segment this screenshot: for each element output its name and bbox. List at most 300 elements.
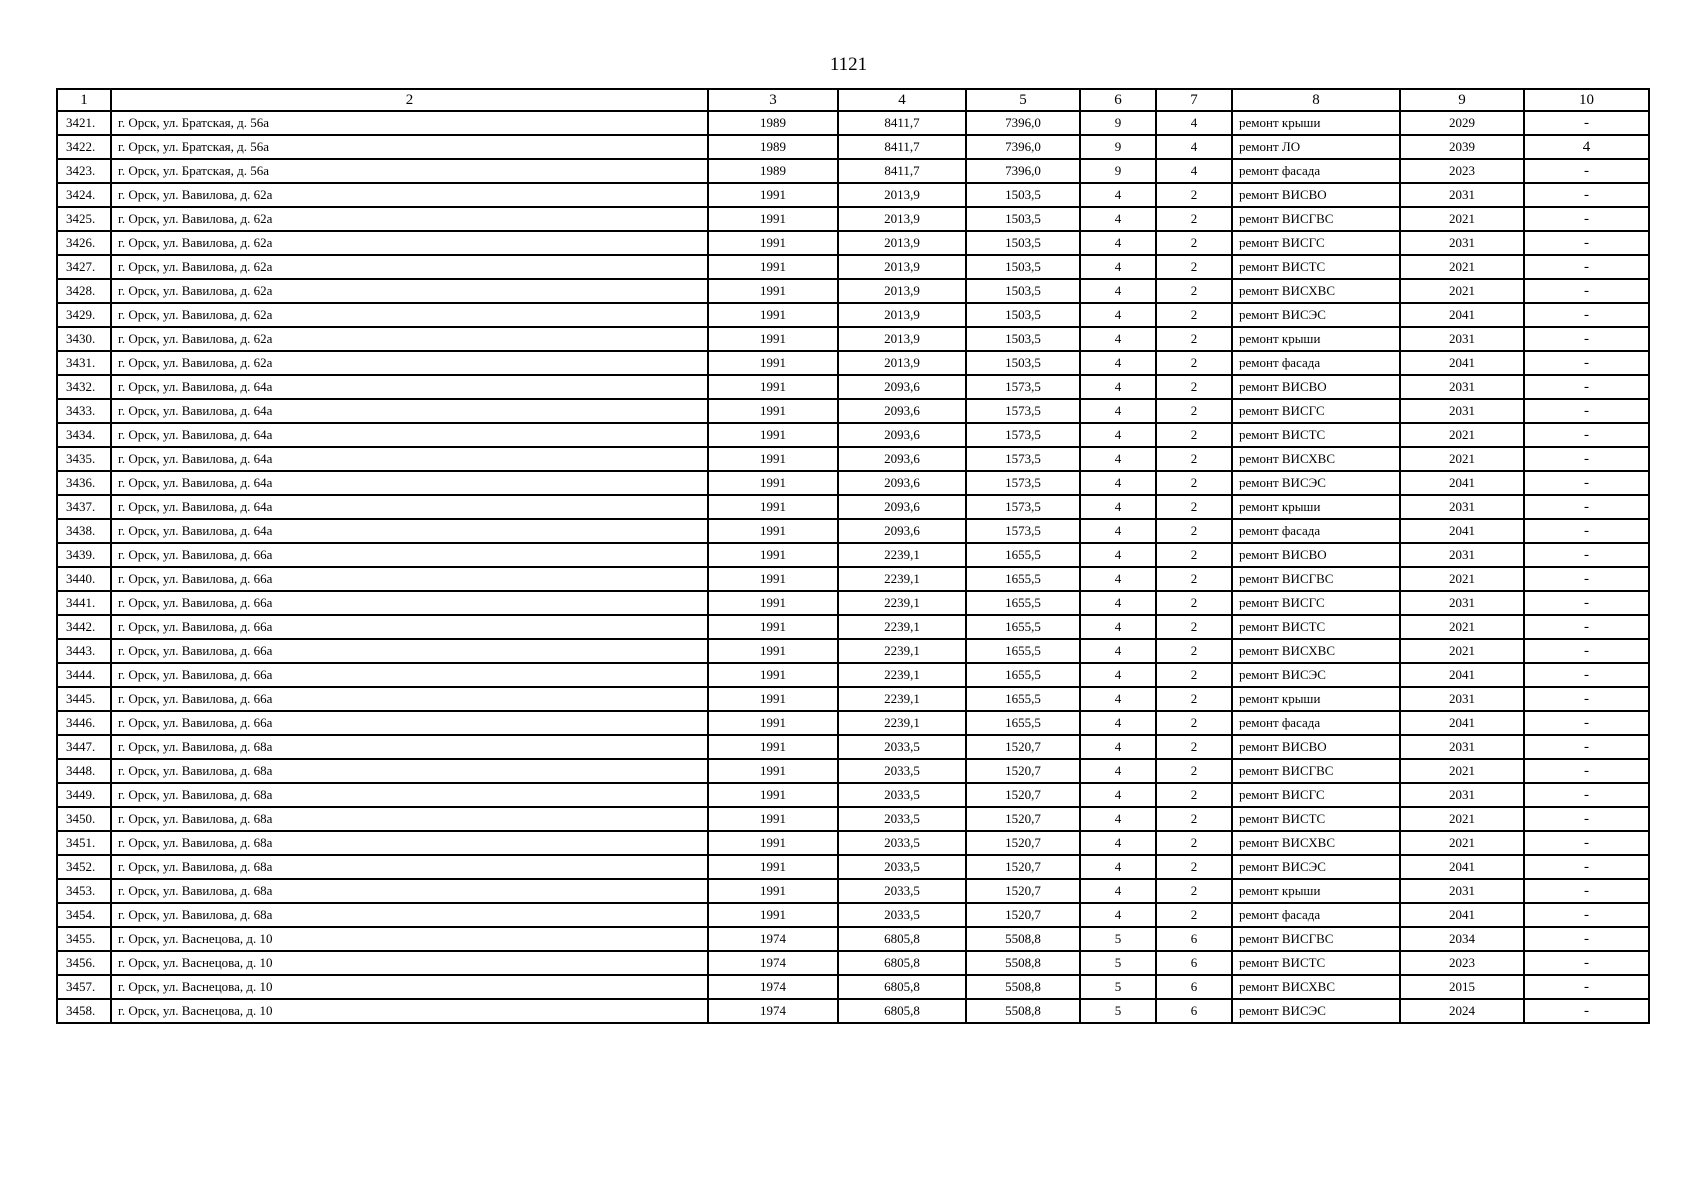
cell-total-area: 2033,5 bbox=[838, 783, 966, 807]
cell-floors: 4 bbox=[1080, 711, 1156, 735]
cell-row-number: 3444. bbox=[57, 663, 111, 687]
cell-planned-year: 2039 bbox=[1400, 135, 1524, 159]
cell-total-area: 2033,5 bbox=[838, 807, 966, 831]
cell-year-built: 1974 bbox=[708, 951, 838, 975]
column-header-3: 3 bbox=[708, 89, 838, 111]
cell-entrances: 2 bbox=[1156, 183, 1232, 207]
cell-total-area: 2239,1 bbox=[838, 567, 966, 591]
cell-year-built: 1991 bbox=[708, 687, 838, 711]
cell-row-number: 3433. bbox=[57, 399, 111, 423]
cell-floors: 5 bbox=[1080, 951, 1156, 975]
cell-entrances: 2 bbox=[1156, 447, 1232, 471]
cell-extra-value: - bbox=[1524, 279, 1649, 303]
cell-living-area: 1520,7 bbox=[966, 759, 1080, 783]
cell-row-number: 3428. bbox=[57, 279, 111, 303]
cell-work-type: ремонт ВИСГС bbox=[1232, 783, 1400, 807]
cell-year-built: 1991 bbox=[708, 567, 838, 591]
table-row bbox=[57, 663, 1649, 687]
cell-year-built: 1991 bbox=[708, 855, 838, 879]
cell-entrances: 6 bbox=[1156, 999, 1232, 1023]
table-row bbox=[57, 591, 1649, 615]
cell-address: г. Орск, ул. Братская, д. 56а bbox=[111, 159, 708, 183]
cell-row-number: 3437. bbox=[57, 495, 111, 519]
cell-living-area: 1503,5 bbox=[966, 183, 1080, 207]
cell-address: г. Орск, ул. Вавилова, д. 66а bbox=[111, 543, 708, 567]
cell-entrances: 2 bbox=[1156, 879, 1232, 903]
cell-planned-year: 2041 bbox=[1400, 663, 1524, 687]
cell-row-number: 3423. bbox=[57, 159, 111, 183]
cell-living-area: 5508,8 bbox=[966, 999, 1080, 1023]
cell-address: г. Орск, ул. Вавилова, д. 62а bbox=[111, 351, 708, 375]
page-number: 1121 bbox=[829, 54, 868, 75]
cell-total-area: 2239,1 bbox=[838, 591, 966, 615]
cell-address: г. Орск, ул. Вавилова, д. 64а bbox=[111, 495, 708, 519]
cell-row-number: 3455. bbox=[57, 927, 111, 951]
cell-extra-value: - bbox=[1524, 423, 1649, 447]
cell-planned-year: 2021 bbox=[1400, 255, 1524, 279]
cell-total-area: 2239,1 bbox=[838, 663, 966, 687]
cell-work-type: ремонт крыши bbox=[1232, 111, 1400, 135]
cell-planned-year: 2041 bbox=[1400, 519, 1524, 543]
cell-work-type: ремонт фасада bbox=[1232, 519, 1400, 543]
cell-row-number: 3450. bbox=[57, 807, 111, 831]
cell-extra-value: - bbox=[1524, 999, 1649, 1023]
column-header-7: 7 bbox=[1156, 89, 1232, 111]
cell-floors: 4 bbox=[1080, 519, 1156, 543]
cell-planned-year: 2041 bbox=[1400, 903, 1524, 927]
cell-entrances: 2 bbox=[1156, 663, 1232, 687]
cell-planned-year: 2021 bbox=[1400, 423, 1524, 447]
cell-row-number: 3438. bbox=[57, 519, 111, 543]
cell-year-built: 1991 bbox=[708, 711, 838, 735]
cell-living-area: 5508,8 bbox=[966, 951, 1080, 975]
cell-floors: 4 bbox=[1080, 591, 1156, 615]
cell-work-type: ремонт ВИСЭС bbox=[1232, 303, 1400, 327]
cell-entrances: 6 bbox=[1156, 975, 1232, 999]
table-row bbox=[57, 735, 1649, 759]
cell-total-area: 2239,1 bbox=[838, 639, 966, 663]
cell-floors: 4 bbox=[1080, 327, 1156, 351]
cell-extra-value: - bbox=[1524, 159, 1649, 183]
cell-planned-year: 2031 bbox=[1400, 783, 1524, 807]
table-row bbox=[57, 999, 1649, 1023]
cell-floors: 9 bbox=[1080, 135, 1156, 159]
cell-year-built: 1991 bbox=[708, 207, 838, 231]
table-row bbox=[57, 831, 1649, 855]
cell-floors: 4 bbox=[1080, 759, 1156, 783]
cell-row-number: 3443. bbox=[57, 639, 111, 663]
cell-total-area: 2239,1 bbox=[838, 711, 966, 735]
cell-extra-value: - bbox=[1524, 807, 1649, 831]
cell-year-built: 1991 bbox=[708, 303, 838, 327]
cell-year-built: 1989 bbox=[708, 135, 838, 159]
cell-address: г. Орск, ул. Васнецова, д. 10 bbox=[111, 927, 708, 951]
cell-living-area: 1655,5 bbox=[966, 687, 1080, 711]
table-row bbox=[57, 567, 1649, 591]
cell-year-built: 1991 bbox=[708, 351, 838, 375]
table-row bbox=[57, 855, 1649, 879]
cell-living-area: 1520,7 bbox=[966, 855, 1080, 879]
cell-total-area: 2033,5 bbox=[838, 855, 966, 879]
cell-work-type: ремонт крыши bbox=[1232, 687, 1400, 711]
cell-planned-year: 2031 bbox=[1400, 399, 1524, 423]
cell-entrances: 2 bbox=[1156, 855, 1232, 879]
cell-row-number: 3436. bbox=[57, 471, 111, 495]
cell-year-built: 1974 bbox=[708, 975, 838, 999]
cell-year-built: 1991 bbox=[708, 327, 838, 351]
cell-floors: 4 bbox=[1080, 615, 1156, 639]
cell-year-built: 1991 bbox=[708, 447, 838, 471]
cell-year-built: 1991 bbox=[708, 279, 838, 303]
table-row bbox=[57, 879, 1649, 903]
column-header-2: 2 bbox=[111, 89, 708, 111]
cell-planned-year: 2031 bbox=[1400, 543, 1524, 567]
cell-entrances: 2 bbox=[1156, 903, 1232, 927]
cell-floors: 4 bbox=[1080, 903, 1156, 927]
table-row bbox=[57, 975, 1649, 999]
cell-address: г. Орск, ул. Вавилова, д. 64а bbox=[111, 447, 708, 471]
cell-entrances: 6 bbox=[1156, 951, 1232, 975]
cell-row-number: 3429. bbox=[57, 303, 111, 327]
cell-work-type: ремонт ВИСГС bbox=[1232, 399, 1400, 423]
cell-living-area: 1573,5 bbox=[966, 375, 1080, 399]
cell-work-type: ремонт ВИСЭС bbox=[1232, 663, 1400, 687]
cell-living-area: 1503,5 bbox=[966, 303, 1080, 327]
cell-entrances: 2 bbox=[1156, 567, 1232, 591]
cell-address: г. Орск, ул. Вавилова, д. 62а bbox=[111, 303, 708, 327]
cell-floors: 4 bbox=[1080, 303, 1156, 327]
cell-planned-year: 2021 bbox=[1400, 615, 1524, 639]
cell-entrances: 2 bbox=[1156, 279, 1232, 303]
cell-year-built: 1991 bbox=[708, 375, 838, 399]
cell-living-area: 1520,7 bbox=[966, 831, 1080, 855]
cell-year-built: 1991 bbox=[708, 879, 838, 903]
cell-address: г. Орск, ул. Вавилова, д. 62а bbox=[111, 207, 708, 231]
cell-work-type: ремонт ВИСВО bbox=[1232, 375, 1400, 399]
cell-work-type: ремонт ВИСХВС bbox=[1232, 975, 1400, 999]
cell-year-built: 1989 bbox=[708, 159, 838, 183]
cell-extra-value: - bbox=[1524, 207, 1649, 231]
cell-extra-value: - bbox=[1524, 543, 1649, 567]
cell-address: г. Орск, ул. Вавилова, д. 66а bbox=[111, 639, 708, 663]
cell-entrances: 4 bbox=[1156, 159, 1232, 183]
cell-total-area: 2093,6 bbox=[838, 495, 966, 519]
cell-total-area: 2093,6 bbox=[838, 471, 966, 495]
cell-extra-value: - bbox=[1524, 951, 1649, 975]
cell-floors: 4 bbox=[1080, 855, 1156, 879]
cell-extra-value: - bbox=[1524, 759, 1649, 783]
cell-extra-value: - bbox=[1524, 711, 1649, 735]
cell-total-area: 2239,1 bbox=[838, 543, 966, 567]
cell-living-area: 1503,5 bbox=[966, 351, 1080, 375]
cell-address: г. Орск, ул. Вавилова, д. 62а bbox=[111, 255, 708, 279]
cell-row-number: 3451. bbox=[57, 831, 111, 855]
cell-year-built: 1991 bbox=[708, 519, 838, 543]
cell-address: г. Орск, ул. Вавилова, д. 68а bbox=[111, 735, 708, 759]
cell-extra-value: - bbox=[1524, 375, 1649, 399]
cell-planned-year: 2031 bbox=[1400, 327, 1524, 351]
cell-work-type: ремонт ВИСГВС bbox=[1232, 207, 1400, 231]
cell-total-area: 2013,9 bbox=[838, 279, 966, 303]
cell-work-type: ремонт фасада bbox=[1232, 351, 1400, 375]
cell-work-type: ремонт фасада bbox=[1232, 159, 1400, 183]
table-row bbox=[57, 519, 1649, 543]
cell-floors: 4 bbox=[1080, 879, 1156, 903]
cell-extra-value: - bbox=[1524, 447, 1649, 471]
cell-address: г. Орск, ул. Вавилова, д. 66а bbox=[111, 567, 708, 591]
cell-total-area: 2033,5 bbox=[838, 759, 966, 783]
cell-floors: 4 bbox=[1080, 831, 1156, 855]
cell-address: г. Орск, ул. Вавилова, д. 68а bbox=[111, 879, 708, 903]
cell-work-type: ремонт ВИСТС bbox=[1232, 423, 1400, 447]
cell-work-type: ремонт ВИСХВС bbox=[1232, 279, 1400, 303]
cell-planned-year: 2041 bbox=[1400, 471, 1524, 495]
column-header-9: 9 bbox=[1400, 89, 1524, 111]
cell-floors: 4 bbox=[1080, 495, 1156, 519]
cell-floors: 4 bbox=[1080, 447, 1156, 471]
cell-total-area: 2033,5 bbox=[838, 903, 966, 927]
cell-living-area: 7396,0 bbox=[966, 159, 1080, 183]
cell-year-built: 1991 bbox=[708, 399, 838, 423]
cell-extra-value: - bbox=[1524, 855, 1649, 879]
cell-living-area: 1573,5 bbox=[966, 447, 1080, 471]
cell-entrances: 4 bbox=[1156, 111, 1232, 135]
cell-row-number: 3427. bbox=[57, 255, 111, 279]
cell-address: г. Орск, ул. Вавилова, д. 68а bbox=[111, 783, 708, 807]
cell-row-number: 3434. bbox=[57, 423, 111, 447]
cell-year-built: 1974 bbox=[708, 999, 838, 1023]
cell-total-area: 2013,9 bbox=[838, 303, 966, 327]
cell-work-type: ремонт ВИСГС bbox=[1232, 231, 1400, 255]
cell-address: г. Орск, ул. Вавилова, д. 64а bbox=[111, 423, 708, 447]
cell-work-type: ремонт ВИСВО bbox=[1232, 735, 1400, 759]
cell-living-area: 1520,7 bbox=[966, 783, 1080, 807]
table-row bbox=[57, 279, 1649, 303]
cell-total-area: 2033,5 bbox=[838, 831, 966, 855]
cell-extra-value: - bbox=[1524, 927, 1649, 951]
cell-living-area: 1655,5 bbox=[966, 567, 1080, 591]
cell-year-built: 1974 bbox=[708, 927, 838, 951]
cell-floors: 4 bbox=[1080, 183, 1156, 207]
table-row bbox=[57, 231, 1649, 255]
cell-work-type: ремонт крыши bbox=[1232, 879, 1400, 903]
cell-year-built: 1991 bbox=[708, 591, 838, 615]
table-row bbox=[57, 183, 1649, 207]
cell-address: г. Орск, ул. Васнецова, д. 10 bbox=[111, 999, 708, 1023]
cell-address: г. Орск, ул. Вавилова, д. 62а bbox=[111, 231, 708, 255]
cell-floors: 4 bbox=[1080, 231, 1156, 255]
cell-address: г. Орск, ул. Вавилова, д. 64а bbox=[111, 471, 708, 495]
cell-work-type: ремонт ВИСГВС bbox=[1232, 759, 1400, 783]
cell-row-number: 3446. bbox=[57, 711, 111, 735]
cell-living-area: 1655,5 bbox=[966, 615, 1080, 639]
cell-row-number: 3430. bbox=[57, 327, 111, 351]
cell-work-type: ремонт ВИСЭС bbox=[1232, 471, 1400, 495]
cell-address: г. Орск, ул. Вавилова, д. 64а bbox=[111, 519, 708, 543]
cell-entrances: 2 bbox=[1156, 639, 1232, 663]
cell-entrances: 4 bbox=[1156, 135, 1232, 159]
cell-entrances: 2 bbox=[1156, 327, 1232, 351]
cell-work-type: ремонт ВИСВО bbox=[1232, 183, 1400, 207]
table-row bbox=[57, 399, 1649, 423]
cell-living-area: 1520,7 bbox=[966, 807, 1080, 831]
table-row bbox=[57, 471, 1649, 495]
table-row bbox=[57, 543, 1649, 567]
cell-extra-value: - bbox=[1524, 303, 1649, 327]
cell-extra-value: - bbox=[1524, 111, 1649, 135]
cell-work-type: ремонт ВИСЭС bbox=[1232, 855, 1400, 879]
cell-floors: 4 bbox=[1080, 423, 1156, 447]
cell-entrances: 2 bbox=[1156, 807, 1232, 831]
cell-floors: 4 bbox=[1080, 567, 1156, 591]
cell-work-type: ремонт ВИСТС bbox=[1232, 255, 1400, 279]
cell-row-number: 3458. bbox=[57, 999, 111, 1023]
cell-row-number: 3435. bbox=[57, 447, 111, 471]
cell-floors: 5 bbox=[1080, 927, 1156, 951]
cell-entrances: 2 bbox=[1156, 783, 1232, 807]
cell-year-built: 1991 bbox=[708, 903, 838, 927]
column-header-10: 10 bbox=[1524, 89, 1649, 111]
cell-year-built: 1991 bbox=[708, 663, 838, 687]
cell-year-built: 1991 bbox=[708, 495, 838, 519]
cell-row-number: 3442. bbox=[57, 615, 111, 639]
repair-schedule-table bbox=[56, 88, 1650, 1024]
table-row bbox=[57, 903, 1649, 927]
cell-extra-value: - bbox=[1524, 327, 1649, 351]
cell-address: г. Орск, ул. Братская, д. 56а bbox=[111, 111, 708, 135]
cell-planned-year: 2031 bbox=[1400, 183, 1524, 207]
cell-total-area: 2013,9 bbox=[838, 231, 966, 255]
cell-work-type: ремонт ВИСТС bbox=[1232, 951, 1400, 975]
cell-entrances: 2 bbox=[1156, 519, 1232, 543]
cell-extra-value: - bbox=[1524, 663, 1649, 687]
table-row bbox=[57, 687, 1649, 711]
table-body bbox=[57, 111, 1649, 1023]
cell-entrances: 2 bbox=[1156, 375, 1232, 399]
header-row bbox=[57, 89, 1649, 111]
cell-address: г. Орск, ул. Вавилова, д. 64а bbox=[111, 375, 708, 399]
cell-planned-year: 2031 bbox=[1400, 375, 1524, 399]
cell-total-area: 2033,5 bbox=[838, 735, 966, 759]
cell-year-built: 1991 bbox=[708, 255, 838, 279]
cell-entrances: 2 bbox=[1156, 711, 1232, 735]
table-row bbox=[57, 207, 1649, 231]
cell-address: г. Орск, ул. Вавилова, д. 66а bbox=[111, 591, 708, 615]
cell-row-number: 3422. bbox=[57, 135, 111, 159]
cell-year-built: 1991 bbox=[708, 639, 838, 663]
cell-work-type: ремонт фасада bbox=[1232, 711, 1400, 735]
cell-work-type: ремонт ВИСХВС bbox=[1232, 447, 1400, 471]
cell-year-built: 1991 bbox=[708, 759, 838, 783]
cell-planned-year: 2021 bbox=[1400, 831, 1524, 855]
cell-living-area: 1573,5 bbox=[966, 519, 1080, 543]
cell-row-number: 3425. bbox=[57, 207, 111, 231]
cell-planned-year: 2031 bbox=[1400, 495, 1524, 519]
cell-floors: 5 bbox=[1080, 999, 1156, 1023]
cell-living-area: 1573,5 bbox=[966, 495, 1080, 519]
cell-living-area: 1520,7 bbox=[966, 735, 1080, 759]
cell-extra-value: - bbox=[1524, 639, 1649, 663]
cell-planned-year: 2041 bbox=[1400, 303, 1524, 327]
cell-entrances: 2 bbox=[1156, 351, 1232, 375]
cell-row-number: 3432. bbox=[57, 375, 111, 399]
cell-entrances: 2 bbox=[1156, 303, 1232, 327]
cell-floors: 4 bbox=[1080, 375, 1156, 399]
cell-floors: 4 bbox=[1080, 663, 1156, 687]
cell-address: г. Орск, ул. Вавилова, д. 68а bbox=[111, 903, 708, 927]
column-header-5: 5 bbox=[966, 89, 1080, 111]
cell-total-area: 2013,9 bbox=[838, 183, 966, 207]
cell-entrances: 6 bbox=[1156, 927, 1232, 951]
table-row bbox=[57, 807, 1649, 831]
cell-planned-year: 2021 bbox=[1400, 207, 1524, 231]
cell-entrances: 2 bbox=[1156, 687, 1232, 711]
table-row bbox=[57, 423, 1649, 447]
cell-year-built: 1991 bbox=[708, 183, 838, 207]
cell-total-area: 6805,8 bbox=[838, 951, 966, 975]
cell-extra-value: - bbox=[1524, 471, 1649, 495]
cell-row-number: 3453. bbox=[57, 879, 111, 903]
table-row bbox=[57, 783, 1649, 807]
cell-living-area: 1655,5 bbox=[966, 543, 1080, 567]
cell-entrances: 2 bbox=[1156, 831, 1232, 855]
cell-total-area: 2013,9 bbox=[838, 351, 966, 375]
cell-planned-year: 2041 bbox=[1400, 855, 1524, 879]
table-row bbox=[57, 759, 1649, 783]
table-row bbox=[57, 111, 1649, 135]
cell-living-area: 5508,8 bbox=[966, 975, 1080, 999]
cell-extra-value: - bbox=[1524, 231, 1649, 255]
cell-address: г. Орск, ул. Вавилова, д. 66а bbox=[111, 615, 708, 639]
cell-work-type: ремонт крыши bbox=[1232, 327, 1400, 351]
cell-total-area: 8411,7 bbox=[838, 111, 966, 135]
cell-extra-value: - bbox=[1524, 519, 1649, 543]
cell-total-area: 8411,7 bbox=[838, 135, 966, 159]
cell-living-area: 1655,5 bbox=[966, 639, 1080, 663]
cell-row-number: 3457. bbox=[57, 975, 111, 999]
cell-floors: 4 bbox=[1080, 255, 1156, 279]
table-row bbox=[57, 615, 1649, 639]
cell-living-area: 1573,5 bbox=[966, 423, 1080, 447]
table-row bbox=[57, 447, 1649, 471]
cell-entrances: 2 bbox=[1156, 423, 1232, 447]
table-row bbox=[57, 159, 1649, 183]
cell-extra-value: - bbox=[1524, 783, 1649, 807]
cell-extra-value: - bbox=[1524, 591, 1649, 615]
cell-work-type: ремонт ВИСГВС bbox=[1232, 567, 1400, 591]
cell-living-area: 5508,8 bbox=[966, 927, 1080, 951]
cell-extra-value: - bbox=[1524, 735, 1649, 759]
cell-extra-value: - bbox=[1524, 975, 1649, 999]
table-row bbox=[57, 375, 1649, 399]
cell-planned-year: 2041 bbox=[1400, 351, 1524, 375]
cell-entrances: 2 bbox=[1156, 591, 1232, 615]
cell-year-built: 1991 bbox=[708, 231, 838, 255]
cell-work-type: ремонт ВИСТС bbox=[1232, 615, 1400, 639]
cell-planned-year: 2034 bbox=[1400, 927, 1524, 951]
column-header-4: 4 bbox=[838, 89, 966, 111]
cell-entrances: 2 bbox=[1156, 207, 1232, 231]
cell-address: г. Орск, ул. Васнецова, д. 10 bbox=[111, 975, 708, 999]
cell-planned-year: 2031 bbox=[1400, 879, 1524, 903]
cell-row-number: 3452. bbox=[57, 855, 111, 879]
table-row bbox=[57, 639, 1649, 663]
cell-floors: 4 bbox=[1080, 639, 1156, 663]
cell-floors: 9 bbox=[1080, 159, 1156, 183]
cell-floors: 9 bbox=[1080, 111, 1156, 135]
cell-entrances: 2 bbox=[1156, 231, 1232, 255]
cell-year-built: 1991 bbox=[708, 807, 838, 831]
